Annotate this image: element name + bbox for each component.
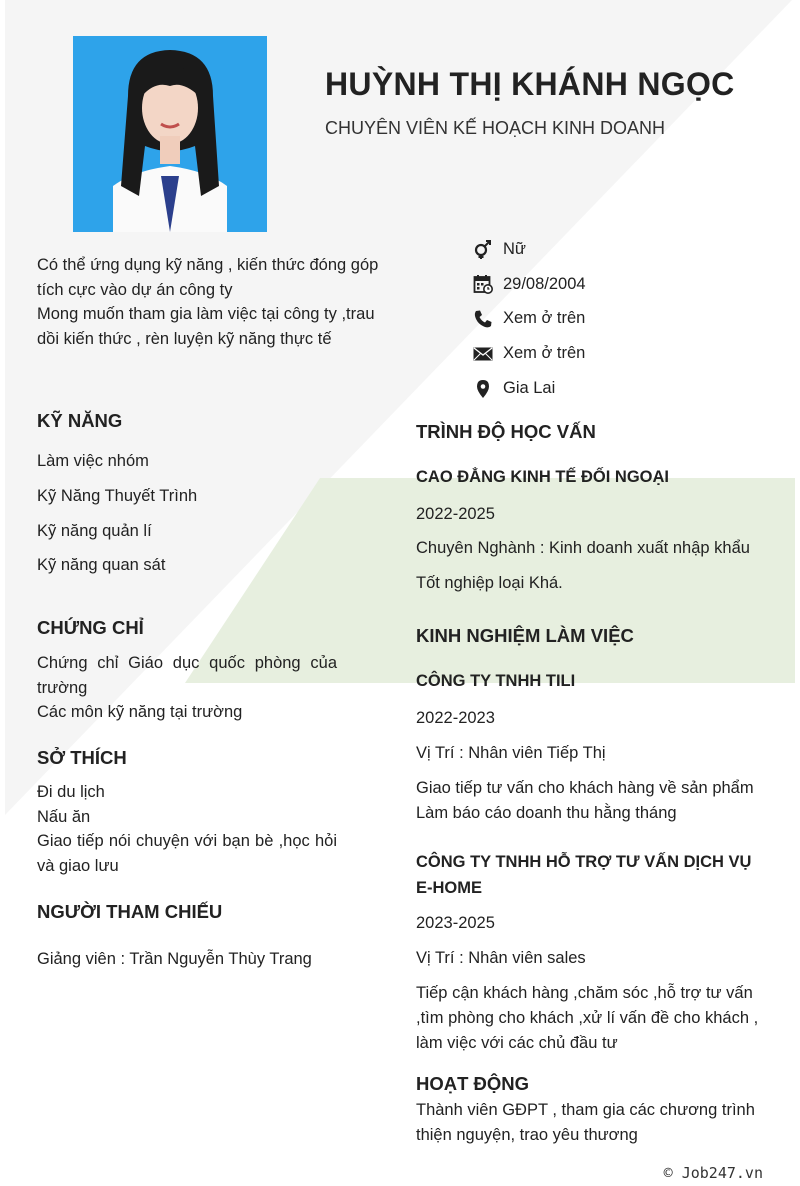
email-value: Xem ở trên — [503, 344, 586, 363]
certificate-item: Chứng chỉ Giáo dục quốc phòng của trường — [37, 654, 337, 697]
hobby-item: Giao tiếp nói chuyện với bạn bè ,học hỏi và giao lưu — [37, 832, 337, 875]
hobbies-heading: SỞ THÍCH — [37, 747, 127, 768]
objective-line: Mong muốn tham gia làm việc tại công ty ,trau dồi kiến thức , rèn luyện kỹ năng thực tế — [37, 305, 375, 348]
contact-phone — [473, 302, 586, 337]
mail-icon — [473, 344, 493, 364]
job-description: Tiếp cận khách hàng ,chăm sóc ,hỗ trợ tư vấn ,tìm phòng cho khách ,xử lí vấn đề cho khách , làm việc với các chủ đầu tư — [416, 984, 759, 1052]
phone-icon — [473, 309, 493, 329]
education-school: CAO ĐẲNG KINH TẾ ĐỐI NGOẠI — [416, 468, 670, 486]
footer-watermark: © Job247.vn — [663, 1164, 763, 1182]
objective-line: Có thể ứng dụng kỹ năng , kiến thức đóng góp tích cực vào dự án công ty — [37, 256, 379, 299]
birthday-value: 29/08/2004 — [503, 274, 586, 293]
skill-item: Kỹ năng quan sát — [37, 556, 166, 574]
reference-item: Giảng viên : Trần Nguyễn Thùy Trang — [37, 950, 312, 968]
job-position: Vị Trí : Nhân viên Tiếp Thị — [416, 744, 606, 762]
gender-icon — [473, 239, 493, 259]
career-objective — [37, 253, 397, 351]
gender-value: Nữ — [503, 239, 526, 258]
job-position: Vị Trí : Nhân viên sales — [416, 949, 586, 967]
education-period: 2022-2025 — [416, 505, 495, 523]
skills-heading: KỸ NĂNG — [37, 410, 123, 431]
certificate-item: Các môn kỹ năng tại trường — [37, 703, 243, 721]
education-grade: Tốt nghiệp loại Khá. — [416, 574, 563, 592]
job-period: 2023-2025 — [416, 914, 495, 932]
job-desc-line: Giao tiếp tư vấn cho khách hàng về sản phẩm — [416, 779, 754, 797]
experience-heading: KINH NGHIỆM LÀM VIỆC — [416, 625, 634, 646]
phone-value: Xem ở trên — [503, 309, 586, 328]
education-heading: TRÌNH ĐỘ HỌC VẤN — [416, 421, 596, 442]
job-description — [416, 776, 776, 826]
skill-item: Kỹ Năng Thuyết Trình — [37, 487, 198, 505]
activities-heading: HOẠT ĐỘNG — [416, 1073, 530, 1094]
education-major: Chuyên Nghành : Kinh doanh xuất nhập khẩu — [416, 539, 750, 557]
contact-info — [473, 232, 586, 406]
job-title: CHUYÊN VIÊN KẾ HOẠCH KINH DOANH — [325, 118, 666, 138]
skill-item: Kỹ năng quản lí — [37, 522, 152, 540]
contact-birthday — [473, 267, 586, 302]
candidate-name: HUỲNH THỊ KHÁNH NGỌC — [325, 66, 735, 102]
hobby-item: Đi du lịch — [37, 783, 105, 801]
job-company: CÔNG TY TNHH HỖ TRỢ TƯ VẤN DỊCH VỤ E-HOME — [416, 853, 752, 897]
skill-item: Làm việc nhóm — [37, 452, 149, 470]
calendar-icon — [473, 274, 493, 294]
job-company: CÔNG TY TNHH TILI — [416, 672, 576, 690]
contact-email — [473, 336, 586, 371]
profile-photo — [73, 36, 267, 232]
references-heading: NGƯỜI THAM CHIẾU — [37, 901, 223, 922]
contact-gender — [473, 232, 586, 267]
activities-description: Thành viên GĐPT , tham gia các chương trình thiện nguyện, trao yêu thương — [416, 1101, 755, 1144]
hobbies-list — [37, 780, 337, 878]
contact-location — [473, 371, 586, 406]
location-value: Gia Lai — [503, 379, 556, 398]
certificates-list — [37, 651, 337, 725]
certificates-heading: CHỨNG CHỈ — [37, 617, 144, 638]
hobby-item: Nấu ăn — [37, 807, 91, 826]
job-desc-line: Làm báo cáo doanh thu hằng tháng — [416, 804, 677, 822]
location-icon — [473, 379, 493, 399]
job-period: 2022-2023 — [416, 709, 495, 727]
